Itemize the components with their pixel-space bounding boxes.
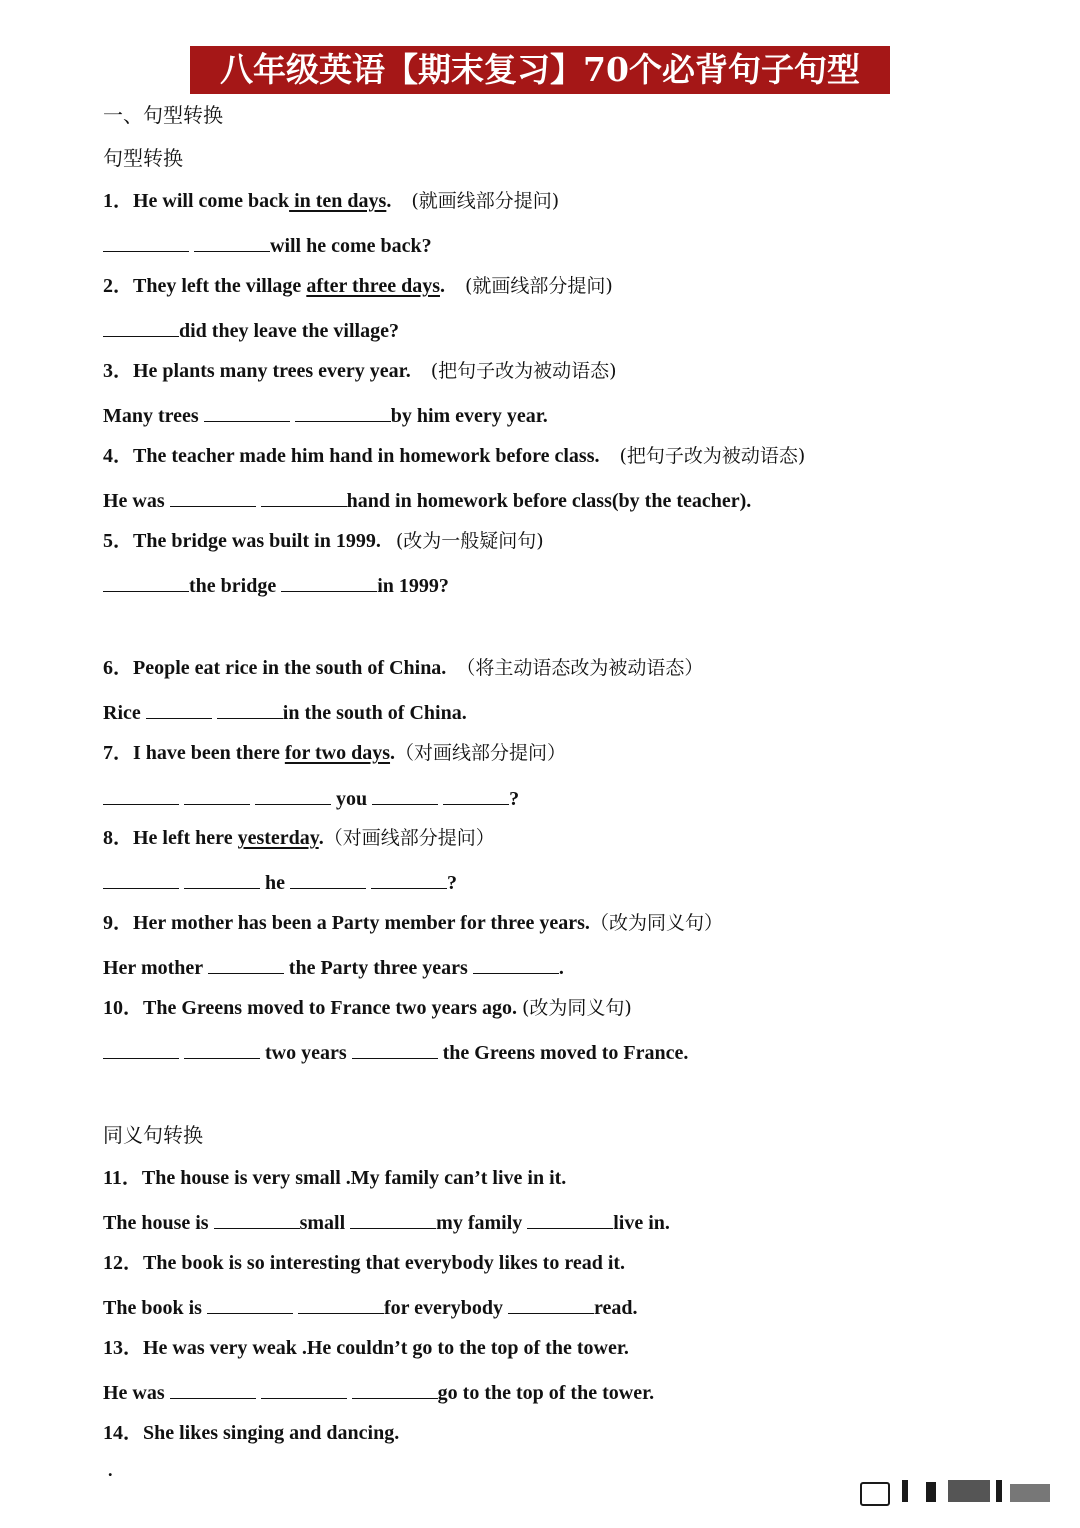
block-icon (1010, 1484, 1050, 1502)
blank (352, 1038, 438, 1059)
trailing-dot: . (108, 1460, 113, 1480)
bar-icon (902, 1480, 908, 1502)
question-14: 14．She likes singing and dancing. (103, 1422, 400, 1444)
blank (261, 486, 347, 507)
question-5: 5．The bridge was built in 1999. (改为一般疑问句) (103, 530, 544, 552)
underlined-phrase: in ten days (289, 190, 387, 212)
blank (146, 698, 212, 719)
answer-5: the bridge in 1999? (103, 571, 449, 599)
blank (372, 784, 438, 805)
question-12: 12．The book is so interesting that everybody likes to read it. (103, 1252, 626, 1274)
blank (298, 1293, 384, 1314)
blank (350, 1208, 436, 1229)
subsection-heading: 同义句转换 (103, 1123, 203, 1147)
blank (290, 868, 366, 889)
underlined-phrase: for two days (284, 742, 391, 764)
question-8: 8．He left here yesterday.（对画线部分提问） (103, 827, 495, 849)
blank (204, 401, 290, 422)
blank (443, 784, 509, 805)
blank (352, 1378, 438, 1399)
question-7: 7．I have been there for two days.（对画线部分提问） (103, 742, 567, 764)
frame-icon (860, 1482, 890, 1506)
blank (184, 1038, 260, 1059)
underlined-phrase: yesterday (237, 827, 319, 849)
bar-icon (926, 1482, 936, 1502)
question-11: 11．The house is very small .My family can’t live in it. (103, 1167, 567, 1189)
blank (371, 868, 447, 889)
block-icon (948, 1480, 990, 1502)
underlined-phrase: after three days (306, 275, 440, 297)
question-1: 1．He will come back in ten days. (就画线部分提问) (103, 190, 560, 212)
blank (184, 784, 250, 805)
blank (281, 571, 377, 592)
blank (103, 784, 179, 805)
blank (207, 1293, 293, 1314)
answer-9: Her mother the Party three years . (103, 953, 564, 981)
answer-13: He was go to the top of the tower. (103, 1378, 654, 1406)
question-2: 2．They left the village after three days. (就画线部分提问) (103, 275, 613, 297)
question-10: 10．The Greens moved to France two years ago. (改为同义句) (103, 997, 632, 1019)
subsection-heading: 句型转换 (103, 146, 183, 170)
answer-1: will he come back? (103, 231, 432, 259)
blank (194, 231, 270, 252)
blank (295, 401, 391, 422)
blank (103, 316, 179, 337)
blank (170, 1378, 256, 1399)
section-heading: 一、句型转换 (103, 103, 223, 127)
blank (261, 1378, 347, 1399)
bar-icon (996, 1480, 1002, 1502)
blank (508, 1293, 594, 1314)
blank (103, 571, 189, 592)
page-title: 八年级英语【期末复习】70个必背句子句型 (190, 46, 890, 94)
blank (184, 868, 260, 889)
answer-7: you ? (103, 784, 519, 812)
blank (255, 784, 331, 805)
blank (103, 868, 179, 889)
blank (103, 1038, 179, 1059)
answer-6: Rice in the south of China. (103, 698, 467, 726)
bottom-toolbar-icons (860, 1480, 1056, 1504)
answer-10: two years the Greens moved to France. (103, 1038, 688, 1066)
question-4: 4．The teacher made him hand in homework before class. (把句子改为被动语态) (103, 445, 806, 467)
question-6: 6．People eat rice in the south of China. （将主动语态改为被动语态） (103, 657, 704, 679)
blank (208, 953, 284, 974)
answer-8: he ? (103, 868, 457, 896)
question-9: 9．Her mother has been a Party member for three years.（改为同义句） (103, 912, 723, 934)
answer-11: The house is small my family live in. (103, 1208, 670, 1236)
answer-2: did they leave the village? (103, 316, 399, 344)
question-3: 3．He plants many trees every year. (把句子改为被动语态) (103, 360, 617, 382)
blank (170, 486, 256, 507)
blank (473, 953, 559, 974)
blank (217, 698, 283, 719)
question-13: 13．He was very weak .He couldn’t go to the top of the tower. (103, 1337, 629, 1359)
blank (527, 1208, 613, 1229)
answer-4: He was hand in homework before class(by the teacher). (103, 486, 751, 514)
blank (103, 231, 189, 252)
blank (214, 1208, 300, 1229)
answer-12: The book is for everybody read. (103, 1293, 638, 1321)
answer-3: Many trees by him every year. (103, 401, 548, 429)
